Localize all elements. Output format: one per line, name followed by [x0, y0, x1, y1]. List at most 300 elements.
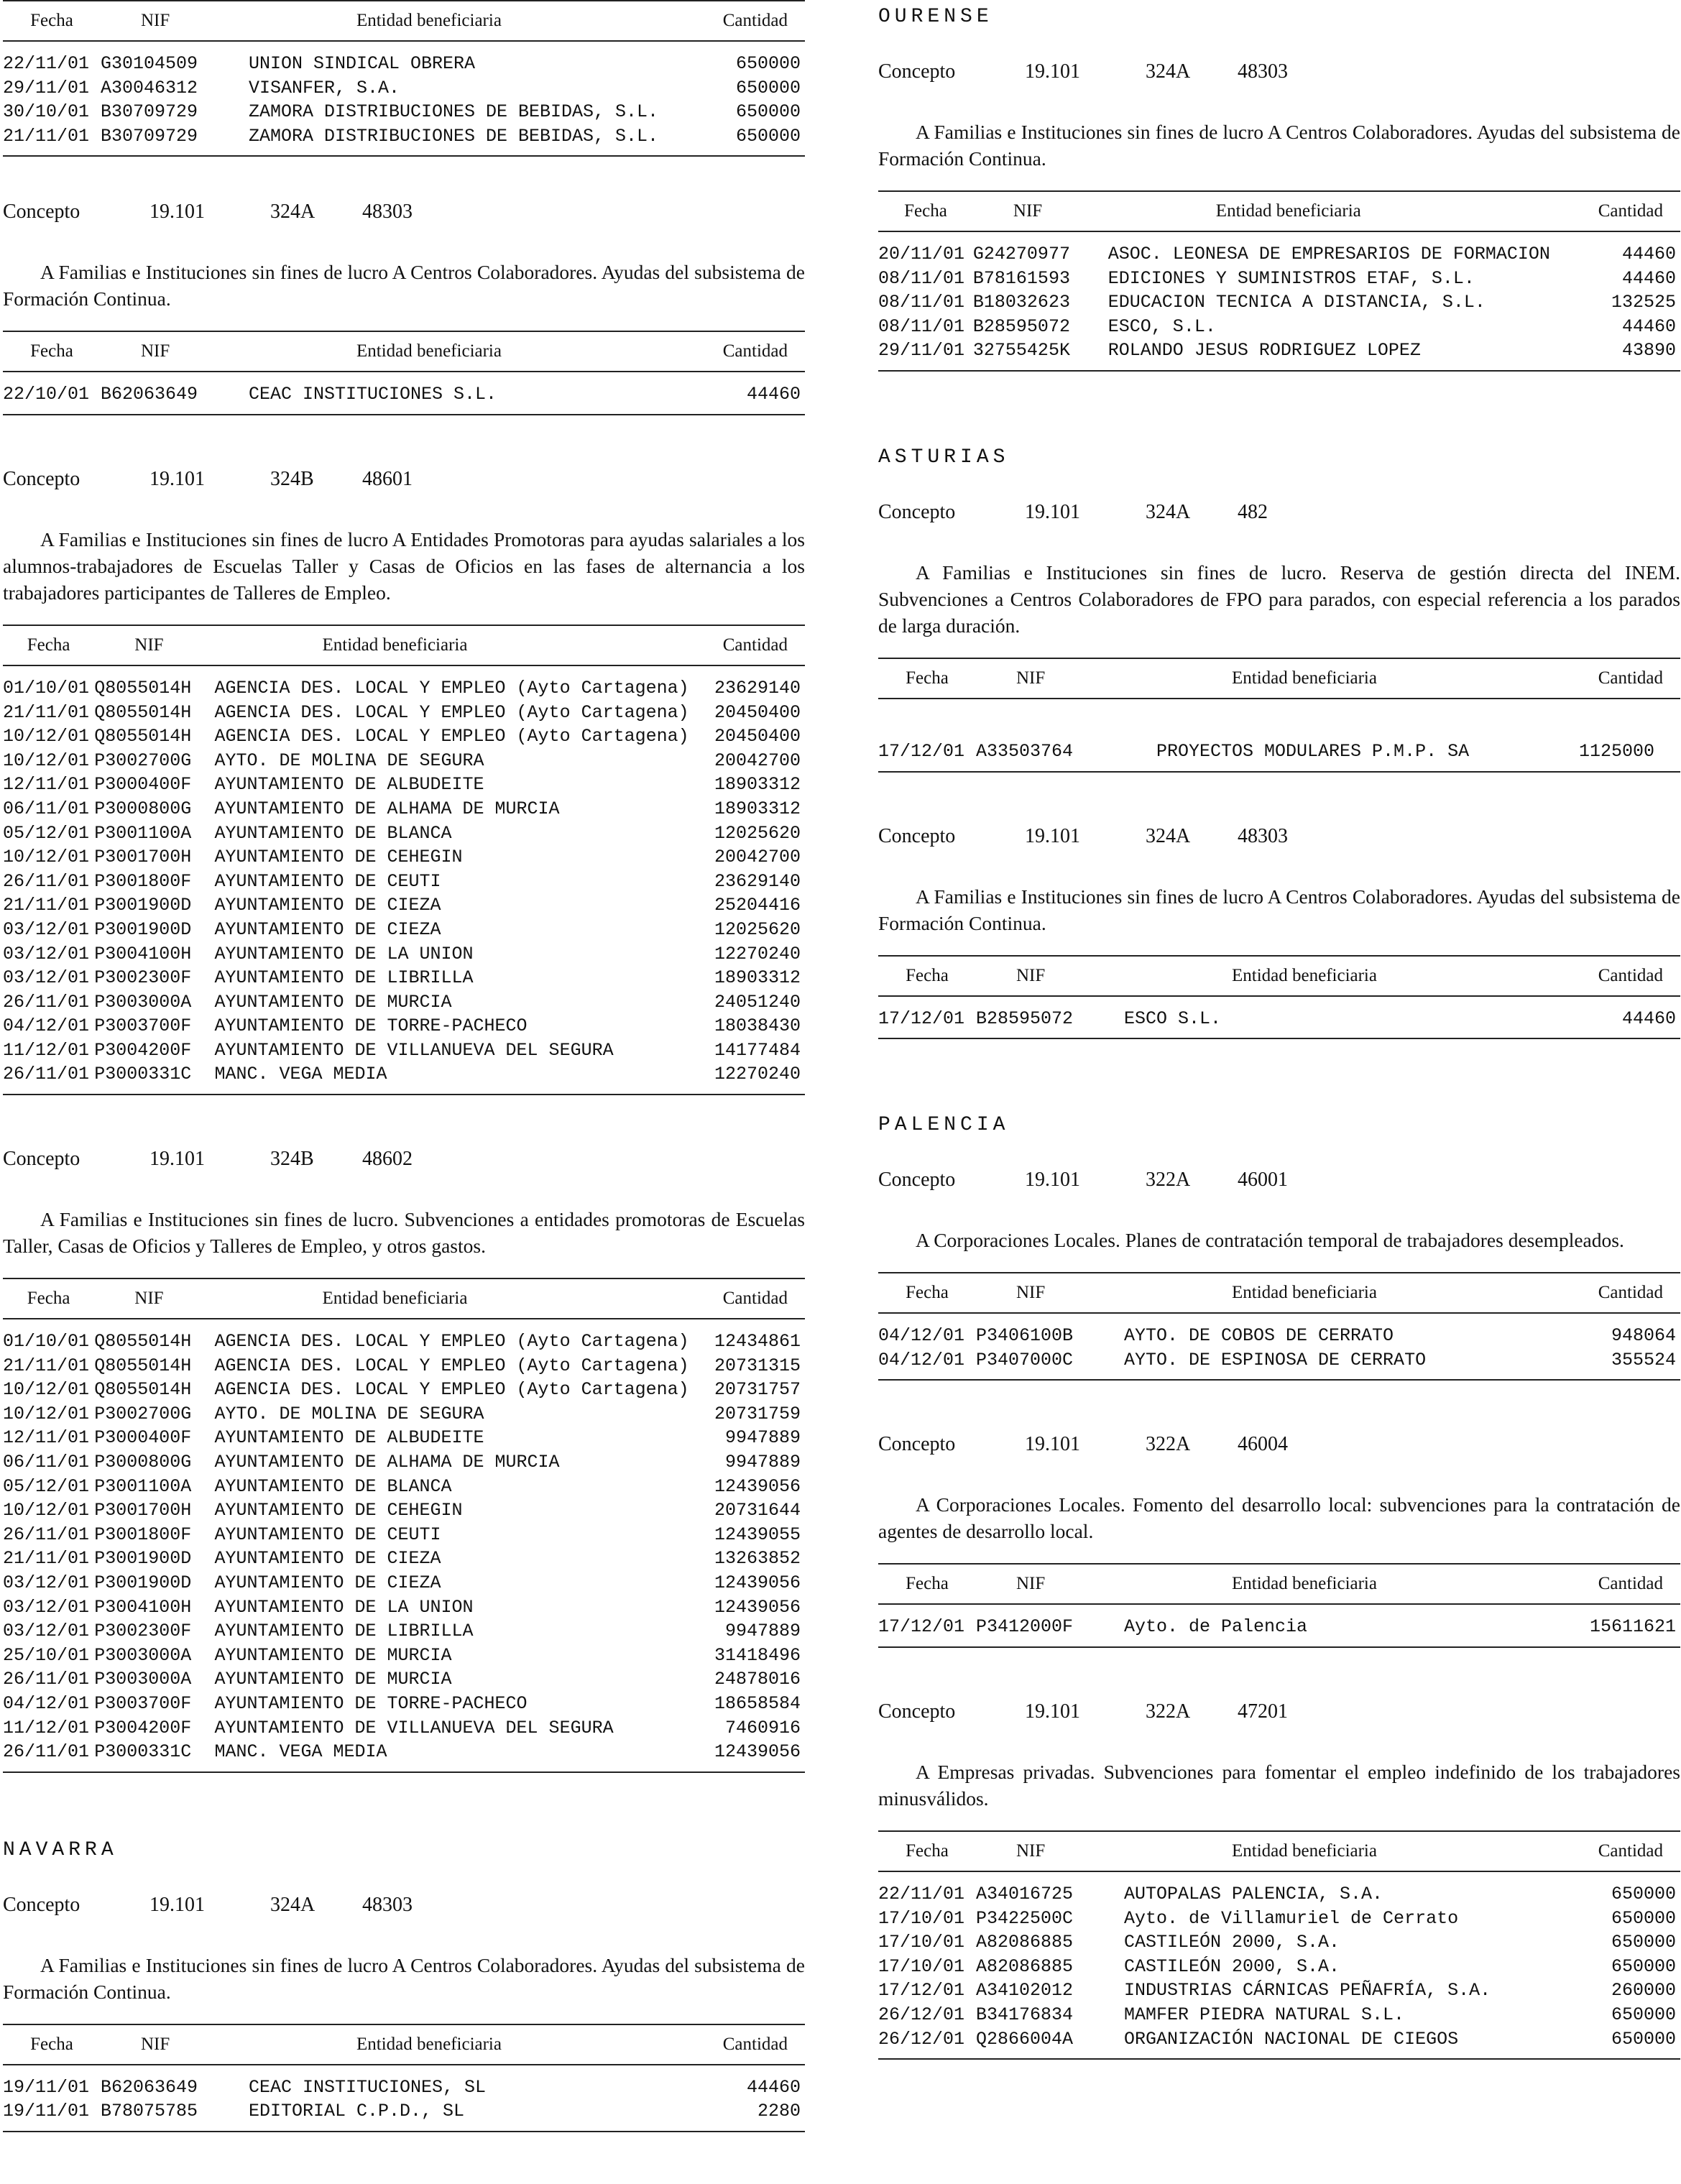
- concepto-line: [3, 1893, 805, 1917]
- cell-nif: P3002700G: [94, 1403, 192, 1424]
- cell-cantidad: 650000: [1611, 1932, 1676, 1953]
- cell-fecha: 03/12/01: [3, 1621, 90, 1642]
- cell-cantidad: 650000: [735, 77, 801, 98]
- table-row: [878, 290, 1680, 315]
- header-fecha: Fecha: [906, 668, 949, 688]
- cell-nif: P3004100H: [94, 943, 192, 964]
- cell-cantidad: 20450400: [714, 726, 801, 747]
- cell-nif: B28595072: [972, 315, 1070, 337]
- cell-nif: P3001900D: [94, 918, 192, 940]
- beneficiary-table: [878, 190, 1680, 372]
- cell-nif: P3406100B: [976, 1325, 1074, 1347]
- cell-nif: Q8055014H: [94, 1331, 192, 1353]
- cell-fecha: 11/12/01: [3, 1717, 90, 1738]
- cell-fecha: 04/12/01: [878, 1325, 965, 1347]
- cell-cantidad: 18903312: [714, 774, 801, 796]
- cell-cantidad: 12025620: [714, 918, 801, 940]
- cell-entidad: AYUNTAMIENTO DE CIEZA: [214, 895, 441, 916]
- header-cantidad: Cantidad: [1598, 1840, 1663, 1861]
- concepto-label: Concepto: [878, 824, 956, 847]
- cell-nif: B28595072: [976, 1008, 1074, 1029]
- header-nif: NIF: [1016, 1840, 1046, 1861]
- cell-entidad: ESCO, S.L.: [1107, 315, 1216, 337]
- header-fecha: Fecha: [27, 635, 70, 655]
- table-row: [3, 1571, 805, 1595]
- header-cantidad: Cantidad: [1598, 1574, 1663, 1594]
- cell-fecha: 12/11/01: [3, 1427, 90, 1449]
- section-region-palencia: [878, 1114, 1680, 1381]
- cell-entidad: AYUNTAMIENTO DE ALHAMA DE MURCIA: [214, 798, 560, 819]
- right-column: [878, 0, 1680, 2111]
- cell-nif: P3003000A: [94, 1644, 192, 1666]
- table-row: [878, 338, 1680, 371]
- concepto-line: [878, 1432, 1680, 1457]
- table-row: [3, 1319, 805, 1354]
- cell-entidad: AYUNTAMIENTO DE CIEZA: [214, 1548, 441, 1570]
- table-row: [878, 1871, 1680, 1907]
- region-heading: NAVARRA: [3, 1838, 118, 1861]
- table-row: [3, 893, 805, 918]
- table-row: [3, 1014, 805, 1038]
- cell-cantidad: 650000: [1611, 2028, 1676, 2050]
- cell-cantidad: 44460: [1621, 244, 1676, 264]
- cell-fecha: 17/10/01: [878, 1932, 965, 1953]
- section-concepto: [3, 200, 805, 415]
- cell-entidad: AGENCIA DES. LOCAL Y EMPLEO (Ayto Cartagena): [214, 677, 689, 699]
- cell-cantidad: 12270240: [714, 1064, 801, 1085]
- header-nif: NIF: [140, 11, 170, 30]
- cell-cantidad: 13263852: [714, 1548, 801, 1570]
- header-cantidad: Cantidad: [722, 341, 788, 361]
- table-row: [878, 1604, 1680, 1647]
- section-concepto: [3, 467, 805, 1095]
- table-row: [878, 996, 1680, 1039]
- header-nif: NIF: [1013, 201, 1043, 221]
- table-row: [878, 2027, 1680, 2060]
- cell-entidad: Ayto. de Palencia: [1124, 1616, 1308, 1638]
- cell-entidad: AYTO. DE ESPINOSA DE CERRATO: [1124, 1349, 1427, 1370]
- cell-fecha: 29/11/01: [878, 340, 965, 361]
- cell-cantidad: 44460: [746, 384, 801, 405]
- spacer-cell: [878, 699, 1680, 739]
- header-fecha: Fecha: [906, 965, 949, 985]
- cell-entidad: AYUNTAMIENTO DE LIBRILLA: [214, 1621, 474, 1642]
- cell-nif: Q2866004A: [976, 2028, 1074, 2050]
- cell-cantidad: 43890: [1621, 340, 1676, 361]
- header-entidad: Entidad beneficiaria: [356, 11, 502, 30]
- cell-nif: A82086885: [976, 1932, 1074, 1953]
- concepto-description: A Familias e Instituciones sin fines de lucro A Centros Colaboradores. Ayudas del subsistema de Formación Continua.: [878, 885, 1680, 934]
- cell-nif: B30709729: [100, 101, 198, 123]
- cell-nif: G24270977: [972, 244, 1070, 264]
- cell-cantidad: 12439055: [714, 1524, 801, 1545]
- cell-fecha: 03/12/01: [3, 1572, 90, 1593]
- header-entidad: Entidad beneficiaria: [1232, 1283, 1377, 1303]
- cell-entidad: ZAMORA DISTRIBUCIONES DE BEBIDAS, S.L.: [248, 125, 659, 147]
- cell-fecha: 10/12/01: [3, 726, 90, 747]
- table-row: [3, 1498, 805, 1523]
- cell-cantidad: 20042700: [714, 847, 801, 868]
- concepto-code: 19.101: [149, 1148, 205, 1171]
- cell-entidad: ORGANIZACIÓN NACIONAL DE CIEGOS: [1124, 2028, 1459, 2050]
- cell-nif: P3001900D: [94, 1572, 192, 1593]
- cell-entidad: AGENCIA DES. LOCAL Y EMPLEO (Ayto Cartagena): [214, 1379, 689, 1401]
- cell-nif: A33503764: [976, 740, 1074, 762]
- cell-cantidad: 12025620: [714, 822, 801, 844]
- table-row: [878, 1930, 1680, 1955]
- cell-cantidad: 20731757: [714, 1379, 801, 1401]
- cell-cantidad: 9947889: [724, 1621, 801, 1642]
- cell-cantidad: 12439056: [714, 1475, 801, 1497]
- cell-cantidad: 1125000: [1578, 740, 1676, 762]
- table-row: [3, 1062, 805, 1095]
- concepto-label: Concepto: [3, 201, 80, 224]
- cell-fecha: 03/12/01: [3, 943, 90, 964]
- cell-cantidad: 24878016: [714, 1669, 801, 1690]
- header-entidad: Entidad beneficiaria: [356, 2034, 502, 2054]
- beneficiary-table: [3, 1278, 805, 1773]
- cell-entidad: AGENCIA DES. LOCAL Y EMPLEO (Ayto Cartagena): [214, 701, 689, 723]
- cell-nif: P3000331C: [94, 1741, 192, 1763]
- table-row: [3, 1038, 805, 1063]
- cell-nif: G30104509: [100, 53, 198, 74]
- cell-fecha: 21/11/01: [3, 1548, 90, 1570]
- table-row: [3, 724, 805, 749]
- cell-nif: Q8055014H: [94, 701, 192, 723]
- header-cantidad: Cantidad: [1598, 668, 1663, 688]
- concepto-subconcept: 47201: [1238, 1700, 1288, 1723]
- cell-fecha: 17/12/01: [878, 740, 965, 762]
- cell-cantidad: 44460: [1621, 267, 1676, 289]
- cell-fecha: 26/11/01: [3, 991, 90, 1013]
- cell-fecha: 21/11/01: [3, 125, 90, 147]
- cell-cantidad: 18903312: [714, 967, 801, 989]
- concepto-description: A Familias e Instituciones sin fines de lucro. Reserva de gestión directa del INEM. Subvenciones a Centros Colaboradores de FPO para parados, con especial referencia a los parados de larga duración.: [878, 561, 1680, 637]
- cell-fecha: 22/11/01: [3, 53, 90, 74]
- section-concepto: [878, 1700, 1680, 2060]
- cell-cantidad: 650000: [1611, 1883, 1676, 1904]
- concepto-label: Concepto: [878, 1700, 956, 1723]
- cell-cantidad: 44460: [1621, 1008, 1676, 1029]
- cell-nif: P3004100H: [94, 1596, 192, 1618]
- concepto-code: 19.101: [1025, 1433, 1080, 1456]
- cell-fecha: 17/10/01: [878, 1955, 965, 1977]
- beneficiary-table: [878, 1830, 1680, 2060]
- concepto-subconcept: 48303: [1238, 60, 1288, 83]
- cell-fecha: 06/11/01: [3, 798, 90, 819]
- concepto-label: Concepto: [878, 1169, 956, 1192]
- concepto-subconcept: 48303: [362, 201, 413, 224]
- table-row: [3, 701, 805, 725]
- cell-fecha: 26/11/01: [3, 870, 90, 892]
- cell-entidad: AYUNTAMIENTO DE CEUTI: [214, 1524, 441, 1545]
- header-fecha: Fecha: [906, 1574, 949, 1594]
- header-cantidad: Cantidad: [1598, 1283, 1663, 1303]
- section-region-ourense: [878, 6, 1680, 372]
- cell-entidad: AYUNTAMIENTO DE CIEZA: [214, 1572, 441, 1593]
- concepto-label: Concepto: [3, 1148, 80, 1171]
- cell-fecha: 17/12/01: [878, 1616, 965, 1638]
- cell-nif: P3002700G: [94, 750, 192, 771]
- concepto-code: 19.101: [1025, 1169, 1080, 1192]
- cell-nif: P3001100A: [94, 1475, 192, 1497]
- concepto-label: Concepto: [878, 1433, 956, 1456]
- cell-nif: P3001900D: [94, 895, 192, 916]
- concepto-subconcept: 48303: [1238, 824, 1288, 847]
- concepto-line: [3, 1147, 805, 1171]
- cell-cantidad: 20731644: [714, 1500, 801, 1521]
- cell-entidad: ESCO S.L.: [1124, 1008, 1222, 1029]
- concepto-description: A Familias e Instituciones sin fines de lucro A Centros Colaboradores. Ayudas del subsistema de Formación Continua.: [3, 261, 805, 310]
- cell-fecha: 10/12/01: [3, 750, 90, 771]
- cell-nif: B34176834: [976, 2004, 1074, 2025]
- cell-fecha: 10/12/01: [3, 847, 90, 868]
- cell-fecha: 04/12/01: [878, 1349, 965, 1370]
- cell-cantidad: 44460: [1621, 315, 1676, 337]
- table-row: [878, 1955, 1680, 1979]
- table-row: [3, 1595, 805, 1620]
- table-row: [878, 1348, 1680, 1381]
- cell-cantidad: 650000: [735, 125, 801, 147]
- cell-entidad: AYUNTAMIENTO DE ALHAMA DE MURCIA: [214, 1452, 560, 1473]
- cell-nif: A34102012: [976, 1980, 1074, 2001]
- cell-nif: P3412000F: [976, 1616, 1074, 1638]
- section-continuation: [3, 0, 805, 157]
- cell-nif: P3000800G: [94, 1452, 192, 1473]
- header-nif: NIF: [134, 1289, 164, 1309]
- cell-nif: Q8055014H: [94, 1355, 192, 1376]
- cell-cantidad: 12434861: [714, 1331, 801, 1353]
- cell-entidad: AYUNTAMIENTO DE BLANCA: [214, 1475, 452, 1497]
- cell-fecha: 21/11/01: [3, 1355, 90, 1376]
- header-cantidad: Cantidad: [722, 2034, 788, 2054]
- cell-fecha: 17/12/01: [878, 1008, 965, 1029]
- header-fecha: Fecha: [30, 11, 73, 30]
- header-cantidad: Cantidad: [1598, 965, 1663, 985]
- cell-nif: B30709729: [100, 125, 198, 147]
- concepto-code: 19.101: [1025, 1700, 1080, 1723]
- table-row: [3, 1619, 805, 1644]
- beneficiary-table: [3, 331, 805, 415]
- cell-cantidad: 20731759: [714, 1403, 801, 1424]
- table-row: [3, 1523, 805, 1547]
- concepto-program: 322A: [1146, 1433, 1191, 1456]
- cell-fecha: 26/11/01: [3, 1741, 90, 1763]
- cell-cantidad: 260000: [1611, 1980, 1676, 2001]
- cell-nif: A30046312: [100, 77, 198, 98]
- cell-cantidad: 948064: [1611, 1325, 1676, 1347]
- cell-fecha: 04/12/01: [3, 1692, 90, 1714]
- table-row: [878, 267, 1680, 291]
- header-entidad: Entidad beneficiaria: [1232, 1840, 1377, 1861]
- cell-entidad: MANC. VEGA MEDIA: [214, 1741, 387, 1763]
- concepto-line: [878, 500, 1680, 525]
- cell-fecha: 19/11/01: [3, 2101, 90, 2122]
- cell-entidad: UNION SINDICAL OBRERA: [248, 53, 475, 74]
- cell-entidad: CEAC INSTITUCIONES S.L.: [249, 384, 497, 405]
- concepto-line: [878, 1700, 1680, 1724]
- cell-cantidad: 12439056: [714, 1741, 801, 1763]
- table-row: [878, 1907, 1680, 1931]
- cell-cantidad: 18903312: [714, 798, 801, 819]
- table-row: [878, 1978, 1680, 2003]
- table-row: [3, 1692, 805, 1716]
- header-entidad: Entidad beneficiaria: [1232, 668, 1377, 688]
- header-entidad: Entidad beneficiaria: [322, 1289, 468, 1309]
- cell-nif: P3004200F: [94, 1717, 192, 1738]
- header-fecha: Fecha: [30, 341, 73, 361]
- header-entidad: Entidad beneficiaria: [1232, 1574, 1377, 1594]
- cell-entidad: ASOC. LEONESA DE EMPRESARIOS DE FORMACION: [1107, 244, 1550, 264]
- cell-entidad: INDUSTRIAS CÁRNICAS PEÑAFRÍA, S.A.: [1124, 1980, 1491, 2001]
- cell-entidad: CEAC INSTITUCIONES, SL: [249, 2076, 487, 2098]
- cell-entidad: AYTO. DE MOLINA DE SEGURA: [214, 750, 484, 771]
- section-concepto: [3, 1147, 805, 1773]
- cell-cantidad: 650000: [1611, 1955, 1676, 1977]
- cell-nif: A34016725: [976, 1883, 1074, 1904]
- cell-nif: P3003000A: [94, 1669, 192, 1690]
- cell-cantidad: 12439056: [714, 1572, 801, 1593]
- cell-nif: P3001100A: [94, 822, 192, 844]
- table-row: [878, 739, 1680, 772]
- table-row: [878, 231, 1680, 267]
- cell-cantidad: 20042700: [714, 750, 801, 771]
- table-row: [3, 990, 805, 1015]
- cell-fecha: 11/12/01: [3, 1039, 90, 1061]
- table-row: [3, 76, 805, 101]
- table-row: [3, 918, 805, 942]
- cell-entidad: AYUNTAMIENTO DE MURCIA: [214, 1644, 452, 1666]
- cell-entidad: EDICIONES Y SUMINISTROS ETAF, S.L.: [1107, 267, 1475, 289]
- cell-entidad: AYUNTAMIENTO DE TORRE-PACHECO: [214, 1692, 528, 1714]
- cell-fecha: 26/12/01: [878, 2004, 965, 2025]
- cell-cantidad: 355524: [1611, 1349, 1676, 1370]
- concepto-program: 324B: [270, 467, 314, 490]
- cell-fecha: 21/11/01: [3, 895, 90, 916]
- cell-nif: Q8055014H: [94, 677, 192, 699]
- table-row: [3, 773, 805, 797]
- cell-fecha: 10/12/01: [3, 1500, 90, 1521]
- cell-nif: 32755425K: [972, 340, 1070, 361]
- cell-entidad: EDUCACION TECNICA A DISTANCIA, S.L.: [1107, 292, 1486, 313]
- header-entidad: Entidad beneficiaria: [322, 635, 468, 655]
- cell-entidad: AYUNTAMIENTO DE BLANCA: [214, 822, 452, 844]
- region-heading: OURENSE: [878, 6, 993, 28]
- cell-entidad: PROYECTOS MODULARES P.M.P. SA: [1124, 740, 1470, 762]
- header-fecha: Fecha: [30, 2034, 73, 2054]
- concepto-code: 19.101: [149, 201, 205, 224]
- cell-nif: P3004200F: [94, 1039, 192, 1061]
- cell-cantidad: 18658584: [714, 1692, 801, 1714]
- header-nif: NIF: [1016, 965, 1046, 985]
- cell-fecha: 26/11/01: [3, 1064, 90, 1085]
- table-row: [3, 845, 805, 870]
- concepto-line: [3, 200, 805, 224]
- header-nif: NIF: [1016, 1283, 1046, 1303]
- cell-cantidad: 12439056: [714, 1596, 801, 1618]
- table-row: [3, 1475, 805, 1499]
- concepto-subconcept: 48602: [362, 1148, 413, 1171]
- concepto-program: 324B: [270, 1148, 314, 1171]
- cell-cantidad: 23629140: [714, 870, 801, 892]
- cell-cantidad: 23629140: [714, 677, 801, 699]
- concepto-line: [878, 824, 1680, 849]
- cell-cantidad: 15611621: [1589, 1616, 1676, 1638]
- cell-entidad: AYUNTAMIENTO DE VILLANUEVA DEL SEGURA: [214, 1039, 614, 1061]
- cell-cantidad: 14177484: [714, 1039, 801, 1061]
- cell-entidad: AGENCIA DES. LOCAL Y EMPLEO (Ayto Cartagena): [214, 1331, 689, 1353]
- table-row: [3, 2065, 805, 2100]
- cell-fecha: 17/10/01: [878, 1907, 965, 1929]
- cell-cantidad: 2280: [757, 2101, 801, 2122]
- cell-entidad: AYUNTAMIENTO DE LA UNION: [214, 1596, 474, 1618]
- cell-fecha: 26/11/01: [3, 1524, 90, 1545]
- cell-nif: P3001700H: [94, 1500, 192, 1521]
- header-cantidad: Cantidad: [722, 11, 788, 30]
- cell-entidad: AYUNTAMIENTO DE ALBUDEITE: [214, 774, 484, 796]
- table-spacer-row: [878, 699, 1680, 739]
- concepto-description: A Empresas privadas. Subvenciones para fomentar el empleo indefinido de los trabajadores minusválidos.: [878, 1760, 1680, 1810]
- section-region-navarra: [3, 1839, 805, 2132]
- header-fecha: Fecha: [906, 1283, 949, 1303]
- cell-entidad: AYTO. DE COBOS DE CERRATO: [1124, 1325, 1394, 1347]
- cell-nif: P3002300F: [94, 1621, 192, 1642]
- table-row: [3, 1547, 805, 1571]
- concepto-subconcept: 46004: [1238, 1433, 1288, 1456]
- cell-entidad: AYUNTAMIENTO DE TORRE-PACHECO: [214, 1015, 528, 1037]
- concepto-subconcept: 46001: [1238, 1169, 1288, 1192]
- concepto-description: A Familias e Instituciones sin fines de lucro A Centros Colaboradores. Ayudas del subsistema de Formación Continua.: [3, 1953, 805, 2003]
- cell-nif: Q8055014H: [94, 726, 192, 747]
- cell-entidad: ROLANDO JESUS RODRIGUEZ LOPEZ: [1107, 340, 1421, 361]
- concepto-label: Concepto: [878, 500, 956, 523]
- cell-cantidad: 24051240: [714, 991, 801, 1013]
- table-row: [3, 1716, 805, 1741]
- table-row: [3, 1354, 805, 1378]
- cell-fecha: 12/11/01: [3, 774, 90, 796]
- cell-fecha: 19/11/01: [3, 2076, 90, 2098]
- cell-fecha: 26/11/01: [3, 1669, 90, 1690]
- header-cantidad: Cantidad: [722, 635, 788, 655]
- cell-fecha: 21/11/01: [3, 701, 90, 723]
- cell-fecha: 03/12/01: [3, 1596, 90, 1618]
- header-cantidad: Cantidad: [1598, 201, 1663, 221]
- cell-cantidad: 9947889: [724, 1427, 801, 1449]
- cell-nif: P3003700F: [94, 1015, 192, 1037]
- cell-fecha: 10/12/01: [3, 1403, 90, 1424]
- cell-nif: A82086885: [976, 1955, 1074, 1977]
- cell-cantidad: 7460916: [724, 1717, 801, 1738]
- concepto-line: [878, 1168, 1680, 1192]
- cell-entidad: Ayto. de Villamuriel de Cerrato: [1124, 1907, 1459, 1929]
- table-row: [3, 966, 805, 990]
- concepto-description: A Corporaciones Locales. Fomento del desarrollo local: subvenciones para la contratación de agentes de desarrollo local.: [878, 1493, 1680, 1543]
- beneficiary-table: [878, 1563, 1680, 1648]
- cell-cantidad: 650000: [735, 101, 801, 123]
- beneficiary-table: [878, 1272, 1680, 1381]
- cell-nif: Q8055014H: [94, 1379, 192, 1401]
- beneficiary-table: [878, 658, 1680, 773]
- region-heading: ASTURIAS: [878, 446, 1010, 469]
- table-row: [3, 1644, 805, 1668]
- header-entidad: Entidad beneficiaria: [1232, 965, 1377, 985]
- concepto-description: A Familias e Instituciones sin fines de lucro A Entidades Promotoras para ayudas salariales a los alumnos-trabajadores de Escuelas Taller y Casas de Oficios en las fases de alternancia a los trabajadores participantes de Talleres de Empleo.: [3, 527, 805, 604]
- cell-fecha: 10/12/01: [3, 1379, 90, 1401]
- cell-entidad: AGENCIA DES. LOCAL Y EMPLEO (Ayto Cartagena): [214, 726, 689, 747]
- table-row: [3, 41, 805, 76]
- cell-entidad: AYUNTAMIENTO DE MURCIA: [214, 991, 452, 1013]
- table-row: [3, 749, 805, 773]
